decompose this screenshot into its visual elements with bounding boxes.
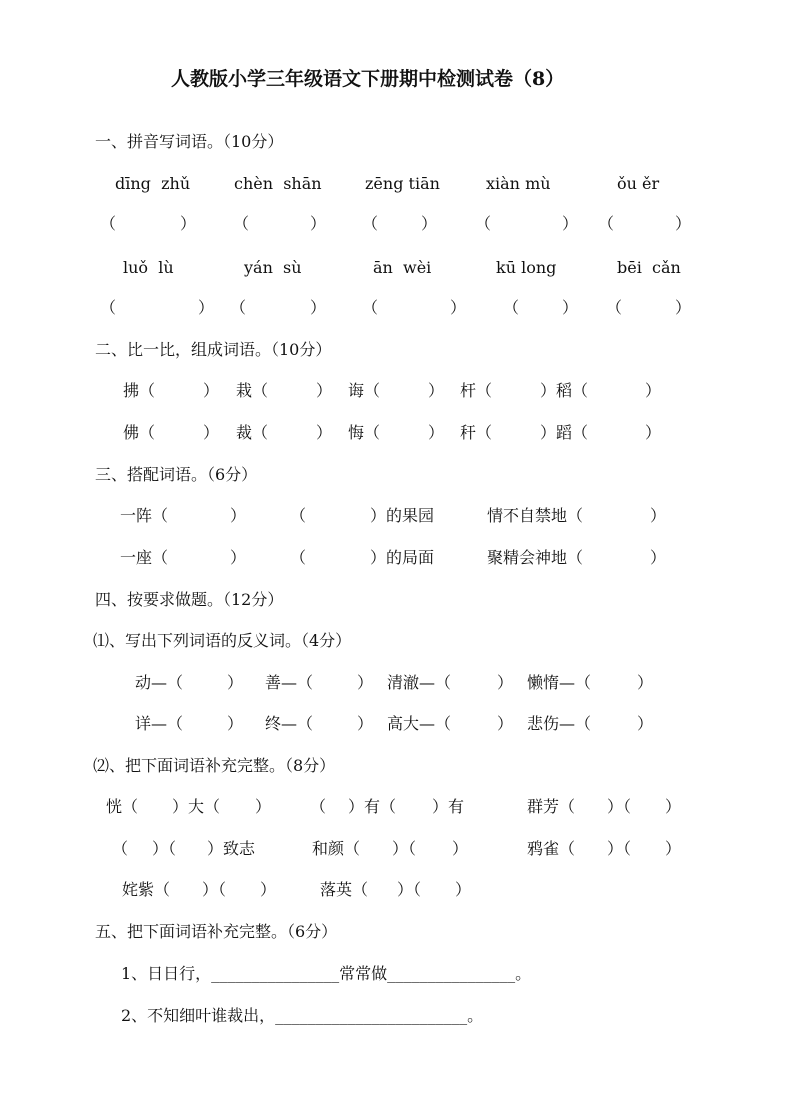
paren: （ [230, 298, 247, 317]
match-item: 聚精会神地（ [487, 548, 584, 567]
antonym-item: ） [637, 673, 654, 692]
paren: ） [450, 298, 467, 317]
fill-question-1: 1、日日行，________________常常做________________。 [121, 964, 532, 983]
compare-item: 佛（ [123, 423, 156, 442]
idiom-item: ）（ [152, 839, 177, 858]
compare-item: 裁（ [236, 423, 269, 442]
idiom-item: ）（ [607, 839, 632, 858]
compare-item: ） [203, 381, 220, 400]
antonym-item: ） [637, 714, 654, 733]
compare-item: 悔（ [348, 423, 381, 442]
paren: ） [675, 214, 692, 233]
paren: ） [562, 214, 579, 233]
match-item: ） [230, 506, 247, 525]
compare-item: ） [428, 381, 445, 400]
match-item: （ [290, 548, 307, 567]
compare-item: ） [316, 381, 333, 400]
idiom-item: 鸦雀（ [527, 839, 576, 858]
antonym-item: 终—（ [265, 714, 314, 733]
idiom-item: （ [112, 839, 129, 858]
pinyin: zēng tiān [365, 174, 440, 193]
compare-item: 杆（ [460, 381, 493, 400]
pinyin: bēi cǎn [617, 258, 681, 277]
paren: ） [310, 214, 327, 233]
antonym-item: ） [357, 714, 374, 733]
idiom-item: ）（ [392, 839, 417, 858]
pinyin: ān wèi [373, 258, 432, 277]
paren: （ [598, 214, 615, 233]
subquestion-2: ⑵、把下面词语补充完整。（8分） [93, 756, 336, 775]
match-item: ） [230, 548, 247, 567]
idiom-item: 恍（ [106, 797, 139, 816]
antonym-item: 详—（ [135, 714, 184, 733]
paren: （ [606, 298, 623, 317]
compare-item: ） [316, 423, 333, 442]
compare-item: 诲（ [348, 381, 381, 400]
compare-item: ） [645, 381, 662, 400]
compare-item: ） [428, 423, 445, 442]
paren: ） [562, 298, 579, 317]
idiom-item: ） [665, 839, 682, 858]
antonym-item: 懒惰—（ [527, 673, 592, 692]
idiom-item: 姹紫（ [122, 880, 171, 899]
pinyin: luǒ lù [123, 258, 174, 277]
idiom-item: ）大（ [172, 797, 221, 816]
match-item: 一座（ [120, 548, 169, 567]
paren: ） [180, 214, 197, 233]
antonym-item: ） [497, 673, 514, 692]
paren: （ [100, 298, 117, 317]
idiom-item: ）（ [202, 880, 227, 899]
idiom-item: ）致志 [207, 839, 256, 858]
compare-item: ） [203, 423, 220, 442]
idiom-item: ） [452, 839, 469, 858]
pinyin: kū long [496, 258, 557, 277]
compare-item: 秆（ [460, 423, 493, 442]
match-item: （ [290, 506, 307, 525]
idiom-item: ）有 [432, 797, 465, 816]
antonym-item: 悲伤—（ [527, 714, 592, 733]
antonym-item: ） [227, 714, 244, 733]
idiom-item: ）（ [397, 880, 422, 899]
compare-item: ） [645, 423, 662, 442]
pinyin: yán sù [244, 258, 302, 277]
pinyin: dīng zhǔ [115, 174, 191, 193]
match-item: ）的局面 [370, 548, 435, 567]
match-item: ）的果园 [370, 506, 435, 525]
antonym-item: ） [357, 673, 374, 692]
compare-item: 栽（ [236, 381, 269, 400]
compare-item: 拂（ [123, 381, 156, 400]
pinyin: chèn shān [234, 174, 322, 193]
match-item: 一阵（ [120, 506, 169, 525]
idiom-item: ） [665, 797, 682, 816]
section-5-heading: 五、把下面词语补充完整。（6分） [95, 922, 338, 941]
antonym-item: 清澈—（ [387, 673, 452, 692]
subquestion-1: ⑴、写出下列词语的反义词。（4分） [93, 631, 352, 650]
paren: （ [475, 214, 492, 233]
paren: ） [421, 214, 438, 233]
idiom-item: ）（ [607, 797, 632, 816]
section-3-heading: 三、搭配词语。（6分） [95, 465, 258, 484]
section-4-heading: 四、按要求做题。（12分） [95, 590, 284, 609]
page-title: 人教版小学三年级语文下册期中检测试卷（8） [171, 68, 565, 90]
match-item: ） [650, 548, 667, 567]
idiom-item: ） [255, 797, 272, 816]
idiom-item: 落英（ [320, 880, 369, 899]
section-2-heading: 二、比一比，组成词语。（10分） [95, 340, 332, 359]
idiom-item: 群芳（ [527, 797, 576, 816]
paren: （ [233, 214, 250, 233]
paren: ） [675, 298, 692, 317]
match-item: 情不自禁地（ [487, 506, 584, 525]
idiom-item: 和颜（ [312, 839, 361, 858]
pinyin: xiàn mù [486, 174, 551, 193]
paren: （ [503, 298, 520, 317]
paren: （ [362, 214, 379, 233]
antonym-item: 高大—（ [387, 714, 452, 733]
antonym-item: 动—（ [135, 673, 184, 692]
antonym-item: 善—（ [265, 673, 314, 692]
pinyin: ǒu ěr [617, 174, 660, 193]
section-1-heading: 一、拼音写词语。（10分） [95, 132, 284, 151]
paren: （ [100, 214, 117, 233]
paren: ） [310, 298, 327, 317]
idiom-item: ）有（ [348, 797, 397, 816]
compare-item: ）蹈（ [540, 423, 589, 442]
paren: ） [198, 298, 215, 317]
idiom-item: ） [260, 880, 277, 899]
paren: （ [362, 298, 379, 317]
compare-item: ）稻（ [540, 381, 589, 400]
match-item: ） [650, 506, 667, 525]
fill-question-2: 2、不知细叶谁裁出，________________________。 [121, 1006, 484, 1025]
antonym-item: ） [497, 714, 514, 733]
idiom-item: （ [310, 797, 327, 816]
idiom-item: ） [455, 880, 472, 899]
antonym-item: ） [227, 673, 244, 692]
